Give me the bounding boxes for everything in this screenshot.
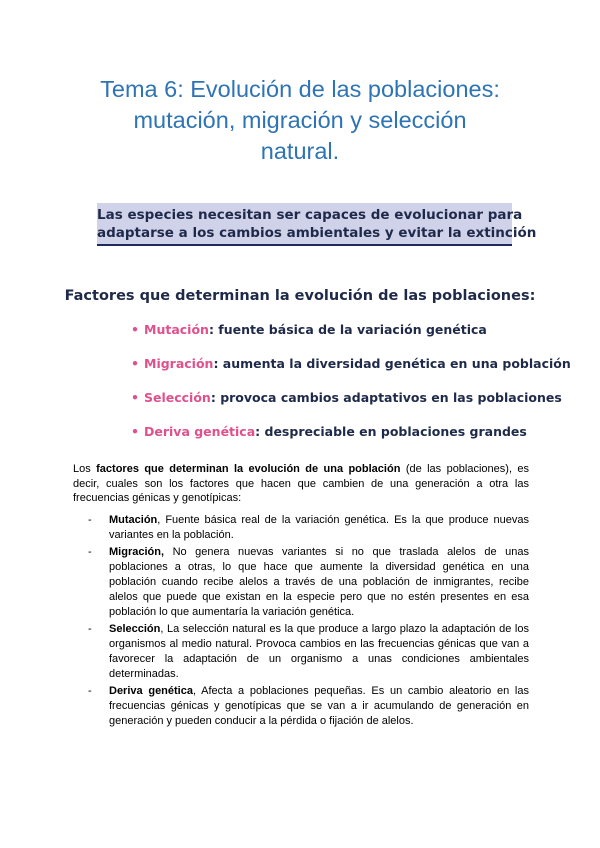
factor-item-mutation <box>131 322 571 356</box>
detail-term: Selección <box>109 623 161 635</box>
factor-item-selection <box>131 390 571 424</box>
intro-pre: Los <box>73 463 97 475</box>
bullet-icon: • <box>131 424 139 439</box>
factor-term: Migración <box>144 356 214 371</box>
detail-text: No genera nuevas variantes si no que traslada alelos de unas poblaciones a otras, lo que hace que aumente la diversidad genética en una población cuando recibe alelos a través de una población de inmigrantes, recibe alelos que puede que existan en la especie pero que no estén presentes en esa población lo que aumentaría la variación genética. <box>109 546 529 618</box>
detail-term: Migración, <box>109 546 165 558</box>
detail-text: , Afecta a poblaciones pequeñas. Es un cambio aleatorio en las frecuencias génicas y genotípicas que se van a ir acumulando de generación en generación y pueden conducir a la pérdida o fijación de alelos. <box>109 685 529 727</box>
title-line-1: Tema 6: Evolución de las poblaciones: <box>100 76 500 102</box>
dash-bullet: - <box>88 623 92 635</box>
callout-line-1: Las especies necesitan ser capaces de evolucionar para <box>97 207 523 223</box>
detail-item-mutation <box>88 513 529 543</box>
callout-line-2: adaptarse a los cambios ambientales y evitar la extinción <box>97 225 537 241</box>
title-line-2: mutación, migración y selección <box>133 107 467 133</box>
factors-heading: Factores que determinan la evolución de las poblaciones: <box>64 288 536 304</box>
detail-item-drift <box>88 684 529 729</box>
factor-item-drift <box>131 424 571 458</box>
detail-text: , La selección natural es la que produce a largo plazo la adaptación de los organismos al medio natural. Provoca cambios en las frecuencias génicas que van a favorecer la adaptación de un organismo a unas condiciones ambientales determinadas. <box>109 623 529 680</box>
bullet-icon: • <box>131 356 139 371</box>
factor-term: Deriva genética <box>144 424 256 439</box>
factor-term: Selección <box>144 390 211 405</box>
detail-term: Deriva genética <box>109 685 193 697</box>
dash-bullet: - <box>88 685 92 697</box>
factors-list <box>131 322 571 458</box>
page-title <box>40 74 560 167</box>
detail-item-migration <box>88 545 529 620</box>
details-list <box>88 513 529 731</box>
factor-term: Mutación <box>144 322 209 337</box>
callout-box <box>97 203 537 246</box>
dash-bullet: - <box>88 546 92 558</box>
title-line-3: natural. <box>260 138 340 164</box>
detail-text: , Fuente básica real de la variación genética. Es la que produce nuevas variantes en la población. <box>109 514 529 541</box>
intro-bold: factores que determinan la evolución de una población <box>96 463 401 475</box>
detail-item-selection <box>88 622 529 682</box>
detail-term: Mutación <box>109 514 158 526</box>
factor-desc: : fuente básica de la variación genética <box>208 322 487 337</box>
intro-post: (de las poblaciones), es decir, cuales son los factores que hacen que cambien de una generación a otra las frecuencias génicas y genotípicas: <box>73 463 530 504</box>
factor-desc: : despreciable en poblaciones grandes <box>255 424 527 439</box>
factor-item-migration <box>131 356 571 390</box>
factor-desc: : provoca cambios adaptativos en las poblaciones <box>210 390 562 405</box>
factor-desc: : aumenta la diversidad genética en una población <box>213 356 571 371</box>
intro-paragraph <box>73 462 529 506</box>
bullet-icon: • <box>131 390 139 405</box>
dash-bullet: - <box>88 514 92 526</box>
bullet-icon: • <box>131 322 139 337</box>
